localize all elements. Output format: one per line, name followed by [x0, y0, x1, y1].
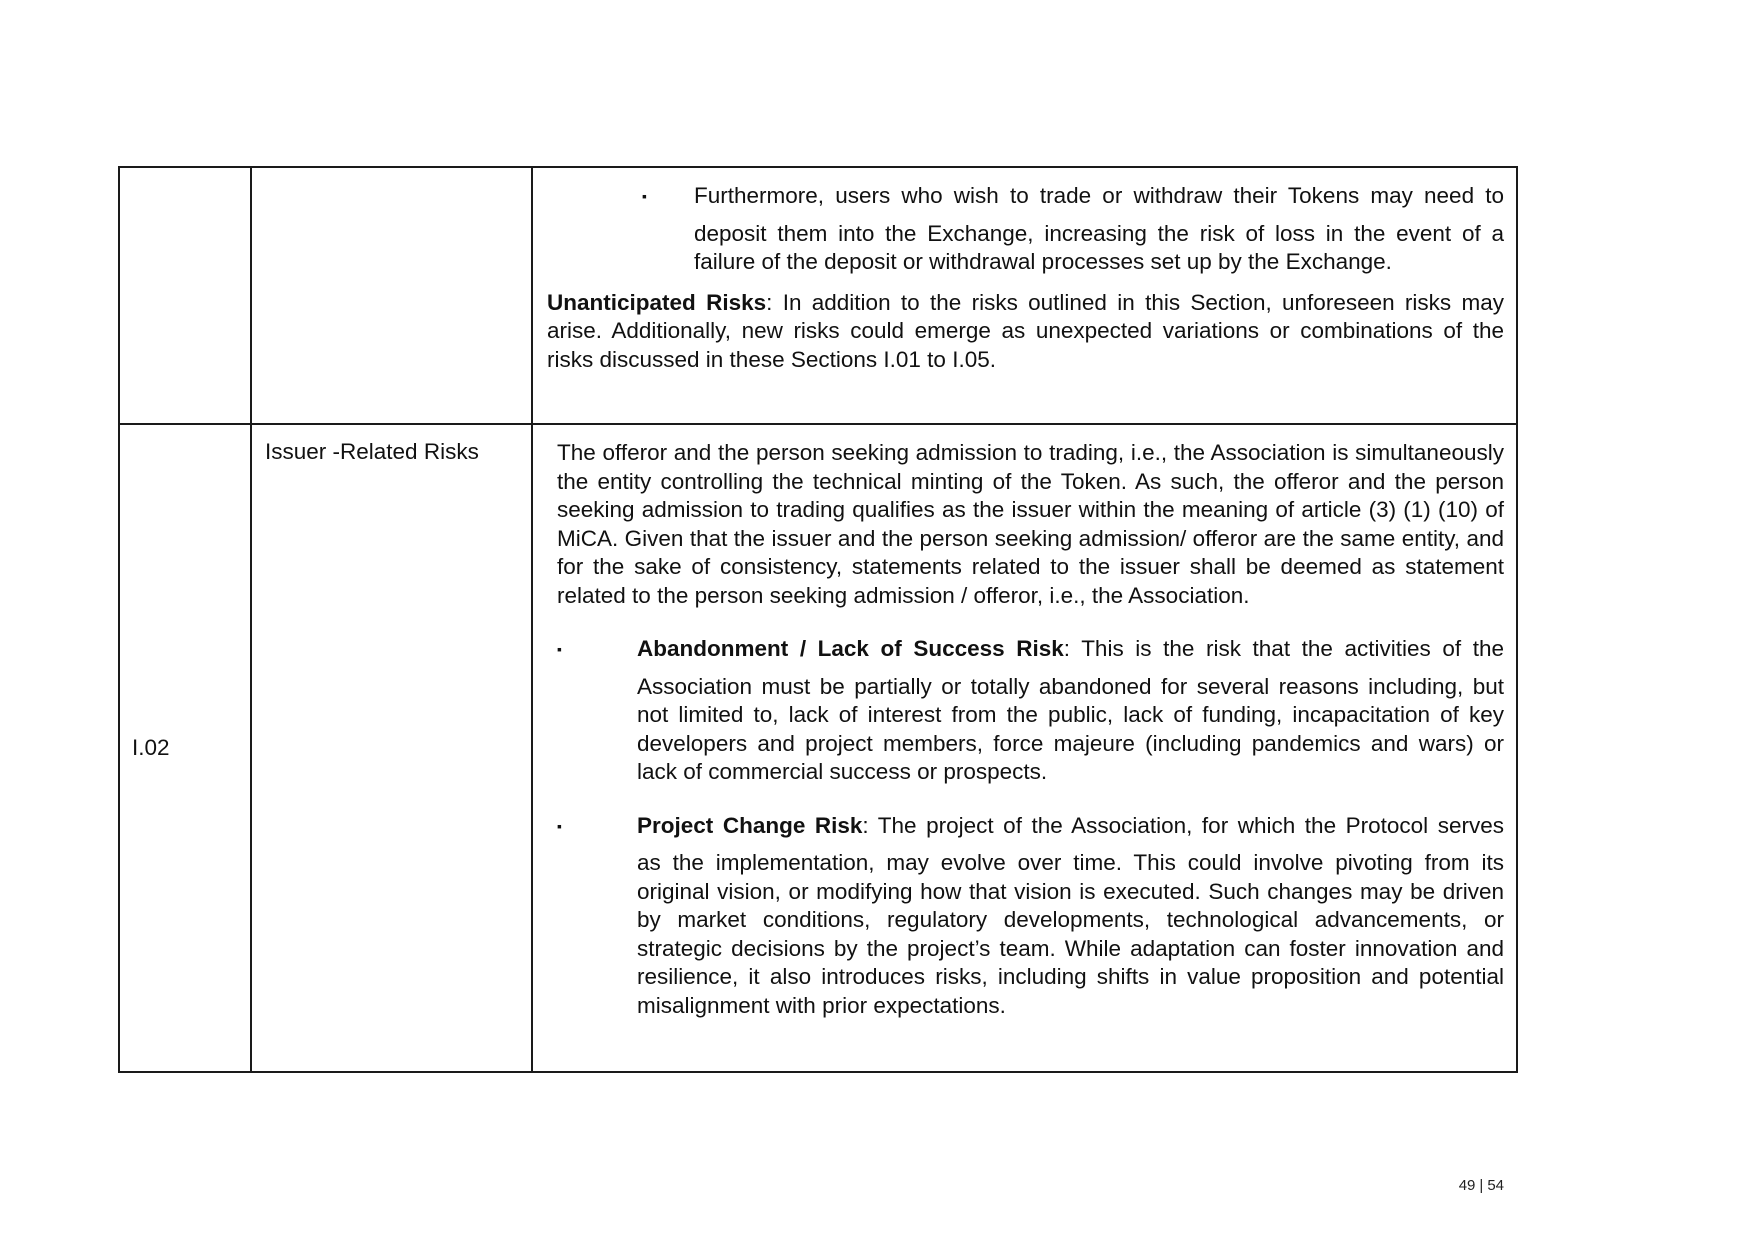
risk-description-cell — [532, 424, 1517, 1072]
issuer-intro-paragraph: The offeror and the person seeking admission to trading, i.e., the Association is simultaneously the entity controlling the technical minting of the Token. As such, the offeror and the person seeking admission to trading qualifies as the issuer within the meaning of article (3) (1) (10) of MiCA. Given that the issuer and the person seeking admission/ offeror are the same entity, and for the sake of consistency, statements related to the issuer shall be deemed as statement related to the person seeking admission / offeror, i.e., the Association. — [557, 440, 1504, 608]
bullet-first-line: Furthermore, users who wish to trade or withdraw their Tokens may need to — [694, 183, 1504, 208]
bullet-marker: ▪ — [642, 188, 647, 204]
table-row — [119, 424, 1517, 1072]
bullet-marker: ▪ — [557, 817, 562, 834]
risk-id-cell — [119, 167, 251, 424]
bullet-item-project-change-risk — [547, 812, 1504, 1021]
unanticipated-risks-paragraph — [547, 289, 1504, 375]
page-separator: | — [1479, 1177, 1484, 1194]
unanticipated-risks-label: Unanticipated Risks — [547, 289, 767, 315]
risk-category-cell: Issuer -Related Risks — [251, 424, 532, 1072]
bullet-item — [547, 182, 1504, 277]
risk-table — [118, 166, 1518, 1073]
bullet-marker: ▪ — [557, 641, 562, 657]
bullet-first-line — [637, 635, 1504, 664]
bullet-text: deposit them into the Exchange, increasing the risk of loss in the event of a failure of the deposit or withdrawal processes set up by the Exchange. — [694, 220, 1504, 274]
risk-first-line-text: : This is the risk that the activities of the — [1063, 636, 1504, 661]
current-page: 49 — [1458, 1177, 1476, 1194]
risk-text: Association must be partially or totally abandoned for several reasons including, but not limited to, lack of interest from the public, lack of funding, incapacitation of key developers and project members, force majeure (including pandemics and wars) or lack of commercial success or prospects. — [637, 673, 1504, 784]
risk-first-line-text: : The project of the Association, for which the Protocol serves — [862, 812, 1504, 838]
bullet-first-line — [637, 812, 1504, 841]
unanticipated-risks-text: : In addition to the risks outlined in this Section, unforeseen risks may arise. Additionally, new risks could emerge as unexpected variations or combinations of the risks discussed in these Sections I.01 to I.05. — [547, 289, 1504, 372]
table-row — [119, 167, 1517, 424]
risk-label: Abandonment / Lack of Success Risk — [637, 636, 1064, 661]
risk-label: Project Change Risk — [637, 812, 863, 838]
total-pages: 54 — [1487, 1177, 1504, 1194]
page-number — [1459, 1176, 1504, 1196]
risk-id-cell: I.02 — [119, 424, 251, 1072]
risk-description-cell — [532, 167, 1517, 424]
risk-category-cell — [251, 167, 532, 424]
risk-text: as the implementation, may evolve over time. This could involve pivoting from its original vision, or modifying how that vision is executed. Such changes may be driven by market conditions, regulatory developments, technological advancements, or strategic decisions by the project’s team. While adaptation can foster innovation and resilience, it also introduces risks, including shifts in value proposition and potential misalignment with prior expectations. — [637, 850, 1504, 1018]
bullet-item-abandonment-risk — [547, 635, 1504, 787]
